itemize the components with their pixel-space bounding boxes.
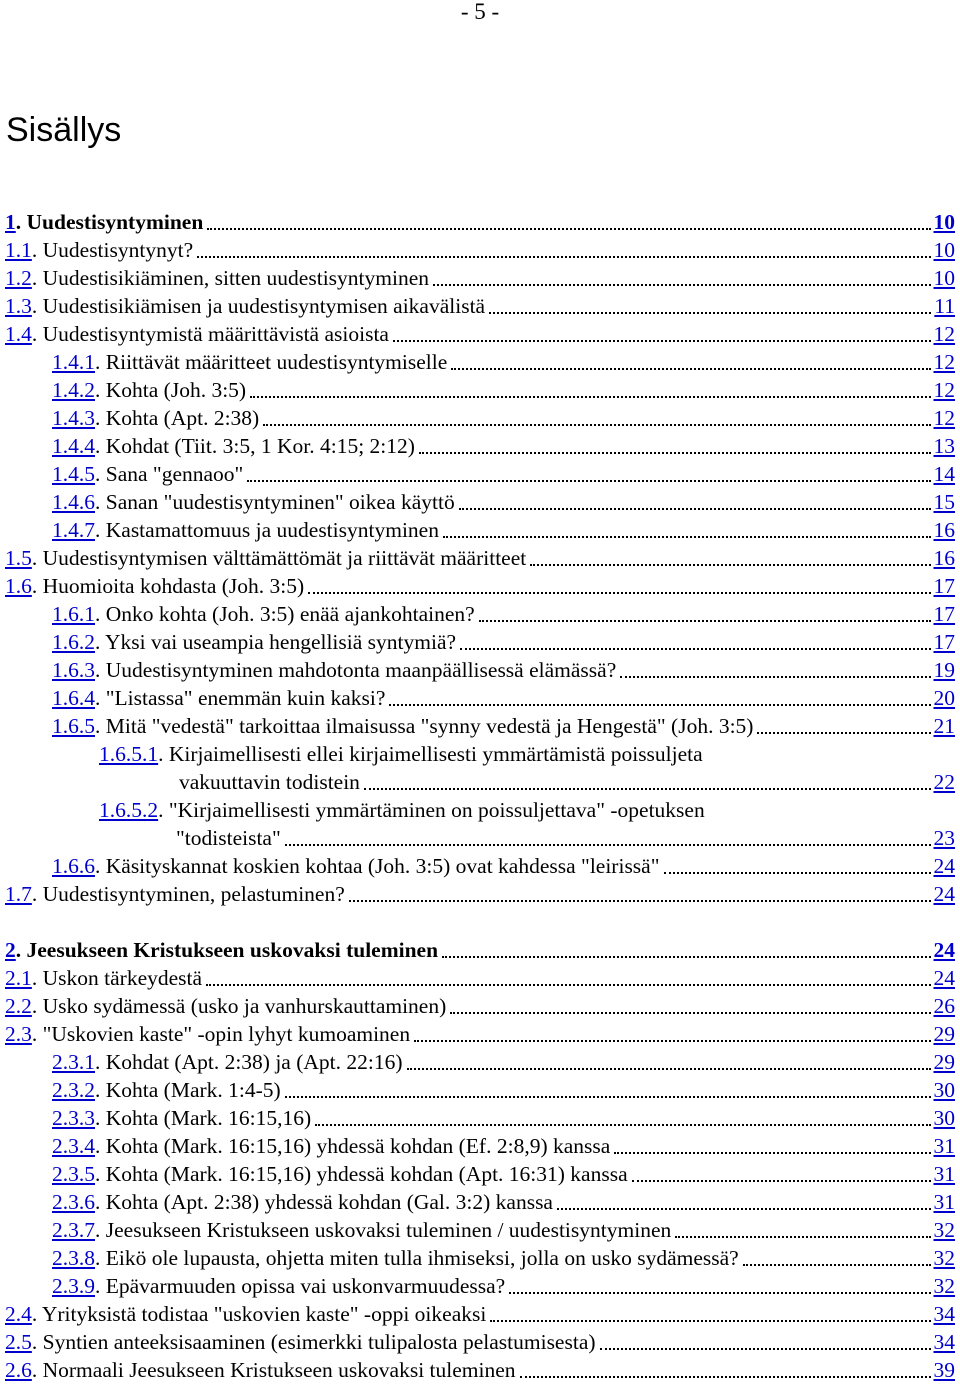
page-ref-link[interactable]: 12 [933, 378, 955, 402]
page-ref-link[interactable]: 10 [933, 210, 955, 234]
toc-number-link[interactable]: 2.6 [5, 1358, 32, 1382]
toc-entry-1-4-3[interactable]: 1.4.3. Kohta (Apt. 2:38) 12 [52, 406, 955, 430]
toc-number-link[interactable]: 1 [5, 210, 16, 234]
toc-number-link[interactable]: 1.6.2 [52, 630, 95, 654]
dot-leader [620, 675, 930, 678]
dot-leader [285, 1095, 931, 1098]
toc-entry-1-7[interactable]: 1.7. Uudestisyntyminen, pelastuminen? 24 [5, 882, 955, 906]
page-ref-link[interactable]: 13 [933, 434, 955, 458]
toc-entry-1-6-3[interactable]: 1.6.3. Uudestisyntyminen mahdotonta maanpäällisessä elämässä? 19 [52, 658, 955, 682]
dot-leader [247, 479, 930, 482]
page-ref-link[interactable]: 10 [933, 266, 955, 290]
page-number: - 5 - [460, 0, 500, 24]
toc-number-link[interactable]: 1.6.5.2 [99, 798, 159, 822]
toc-entry-text: Kohta (Mark. 1:4-5) [105, 1078, 281, 1102]
toc-entry-1-6-5-2[interactable]: 1.6.5.2. "Kirjaimellisesti ymmärtäminen on poissuljettava" -opetuksen [99, 798, 705, 822]
page-ref-link[interactable]: 30 [933, 1106, 955, 1130]
toc-entry-text: Usko sydämessä (usko ja vanhurskauttaminen) [42, 994, 447, 1018]
dot-leader [520, 1375, 931, 1378]
toc-entry-text: Eikö ole lupausta, ohjetta miten tulla ihmiseksi, jolla on usko sydämessä? [105, 1246, 739, 1270]
dot-leader [407, 1067, 931, 1070]
toc-entry-text: Normaali Jeesukseen Kristukseen uskovaksi tuleminen [42, 1358, 516, 1382]
toc-entry-2-3-7[interactable]: 2.3.7. Jeesukseen Kristukseen uskovaksi tuleminen / uudestisyntyminen 32 [52, 1218, 955, 1242]
toc-entry-2-5[interactable]: 2.5. Syntien anteeksisaaminen (esimerkki tulipalosta pelastumisesta) 34 [5, 1330, 955, 1354]
toc-number-link[interactable]: 2 [5, 938, 16, 962]
toc-entry-text: Sanan "uudestisyntyminen" oikea käyttö [105, 490, 455, 514]
dot-leader [433, 283, 931, 286]
toc-entry-text: Kohta (Mark. 16:15,16) yhdessä kohdan (Apt. 16:31) kanssa [105, 1162, 628, 1186]
toc-entry-text: Uskon tärkeydestä [42, 966, 203, 990]
dot-leader [600, 1347, 931, 1350]
dot-leader [364, 787, 931, 790]
page-ref-link[interactable]: 24 [933, 882, 955, 906]
toc-entry-2-1[interactable]: 2.1. Uskon tärkeydestä 24 [5, 966, 955, 990]
toc-number-link[interactable]: 2.3.8 [52, 1246, 95, 1270]
toc-number-link[interactable]: 2.3.4 [52, 1134, 95, 1158]
page-ref-link[interactable]: 24 [933, 966, 955, 990]
toc-entry-2-3[interactable]: 2.3. "Uskovien kaste" -opin lyhyt kumoaminen 29 [5, 1022, 955, 1046]
dot-leader [197, 255, 930, 258]
dot-leader [451, 367, 930, 370]
toc-number-link[interactable]: 2.5 [5, 1330, 32, 1354]
page-ref-link[interactable]: 26 [933, 994, 955, 1018]
dot-leader [459, 507, 931, 510]
page-ref-link[interactable]: 24 [933, 854, 955, 878]
toc-number-link[interactable]: 2.2 [5, 994, 32, 1018]
toc-entry-2-3-9[interactable]: 2.3.9. Epävarmuuden opissa vai uskonvarmuudessa? 32 [52, 1274, 955, 1298]
toc-entry-1-5[interactable]: 1.5. Uudestisyntymisen välttämättömät ja riittävät määritteet 16 [5, 546, 955, 570]
page-ref-link[interactable]: 20 [933, 686, 955, 710]
page-ref-link[interactable]: 16 [933, 518, 955, 542]
toc-number-link[interactable]: 1.5 [5, 546, 32, 570]
toc-entry-1-4-5[interactable]: 1.4.5. Sana "gennaoo" 14 [52, 462, 955, 486]
toc-number-link[interactable]: 2.3.9 [52, 1274, 95, 1298]
toc-entry-1-6-5-1[interactable]: 1.6.5.1. Kirjaimellisesti ellei kirjaimellisesti ymmärtämistä poissuljeta [99, 742, 703, 766]
toc-entry-2-3-2[interactable]: 2.3.2. Kohta (Mark. 1:4-5) 30 [52, 1078, 955, 1102]
dot-leader [393, 339, 931, 342]
page-ref-link[interactable]: 17 [933, 602, 955, 626]
page-ref-link[interactable]: 29 [933, 1050, 955, 1074]
toc-entry-1-4-4[interactable]: 1.4.4. Kohdat (Tiit. 3:5, 1 Kor. 4:15; 2:12) 13 [52, 434, 955, 458]
page-ref-link[interactable]: 31 [933, 1134, 955, 1158]
toc-entry-text: Kohta (Mark. 16:15,16) yhdessä kohdan (Ef. 2:8,9) kanssa [105, 1134, 611, 1158]
toc-number-link[interactable]: 1.6.6 [52, 854, 95, 878]
page-ref-link[interactable]: 16 [933, 546, 955, 570]
dot-leader [250, 395, 930, 398]
toc-entry-text: "Listassa" enemmän kuin kaksi? [105, 686, 386, 710]
toc-number-link[interactable]: 1.4.7 [52, 518, 95, 542]
dot-leader [743, 1263, 931, 1266]
toc-entry-text: Uudestisyntyminen [26, 210, 204, 234]
toc-number-link[interactable]: 1.4.2 [52, 378, 95, 402]
toc-entry-text: Uudestisyntyminen mahdotonta maanpäällisessä elämässä? [105, 658, 617, 682]
toc-number-link[interactable]: 2.1 [5, 966, 32, 990]
toc-entry-2-3-8[interactable]: 2.3.8. Eikö ole lupausta, ohjetta miten tulla ihmiseksi, jolla on usko sydämessä? 32 [52, 1246, 955, 1270]
toc-number-link[interactable]: 1.3 [5, 294, 32, 318]
page-ref-link[interactable]: 39 [933, 1358, 955, 1382]
toc-number-link[interactable]: 1.4.6 [52, 490, 95, 514]
toc-number-link[interactable]: 2.3.7 [52, 1218, 95, 1242]
toc-entry-1-2[interactable]: 1.2. Uudestisikiäminen, sitten uudestisyntyminen 10 [5, 266, 955, 290]
toc-entry-1-6-4[interactable]: 1.6.4. "Listassa" enemmän kuin kaksi? 20 [52, 686, 955, 710]
page-ref-link[interactable]: 32 [933, 1218, 955, 1242]
toc-entry-text: Uudestisyntymisen välttämättömät ja riittävät määritteet [42, 546, 527, 570]
toc-number-link[interactable]: 1.6.4 [52, 686, 95, 710]
toc-entry-text: Kohdat (Apt. 2:38) ja (Apt. 22:16) [105, 1050, 403, 1074]
toc-entry-2-3-3[interactable]: 2.3.3. Kohta (Mark. 16:15,16) 30 [52, 1106, 955, 1130]
toc-entry-text-cont: "todisteista" [176, 826, 281, 850]
toc-entry-text: Uudestisyntymistä määrittävistä asioista [42, 322, 389, 346]
toc-number-link[interactable]: 2.3.6 [52, 1190, 95, 1214]
toc-entry-text: Yksi vai useampia hengellisiä syntymiä? [104, 630, 457, 654]
toc-number-link[interactable]: 1.4.5 [52, 462, 95, 486]
toc-entry-text: Uudestisyntyminen, pelastuminen? [42, 882, 345, 906]
toc-entry-text: Kohta (Mark. 16:15,16) [105, 1106, 312, 1130]
toc-entry-1-6-1[interactable]: 1.6.1. Onko kohta (Joh. 3:5) enää ajankohtainen? 17 [52, 602, 955, 626]
toc-number-link[interactable]: 1.4.4 [52, 434, 95, 458]
dot-leader [414, 1039, 930, 1042]
toc-number-link[interactable]: 1.6.5.1 [99, 742, 159, 766]
toc-number-link[interactable]: 1.2 [5, 266, 32, 290]
page-ref-link[interactable]: 19 [933, 658, 955, 682]
dot-leader [489, 311, 931, 314]
toc-entry-text: Kohta (Joh. 3:5) [105, 378, 247, 402]
dot-leader [460, 647, 930, 650]
page-ref-link[interactable]: 34 [933, 1330, 955, 1354]
page-ref-link[interactable]: 12 [933, 350, 955, 374]
toc-entry-text: Uudestisikiäminen, sitten uudestisyntyminen [42, 266, 429, 290]
toc-entry-text: Sana "gennaoo" [105, 462, 244, 486]
toc-entry-1-6-2[interactable]: 1.6.2. Yksi vai useampia hengellisiä syntymiä? 17 [52, 630, 955, 654]
toc-entry-2-2[interactable]: 2.2. Usko sydämessä (usko ja vanhurskauttaminen) 26 [5, 994, 955, 1018]
toc-entry-2-4[interactable]: 2.4. Yrityksistä todistaa "uskovien kaste" -oppi oikeaksi 34 [5, 1302, 955, 1326]
toc-entry-1-6-5[interactable]: 1.6.5. Mitä "vedestä" tarkoittaa ilmaisussa "synny vedestä ja Hengestä" (Joh. 3:5) 21 [52, 714, 955, 738]
toc-number-link[interactable]: 2.3.1 [52, 1050, 95, 1074]
dot-leader [632, 1179, 931, 1182]
toc-entry-text: Riittävät määritteet uudestisyntymiselle [105, 350, 448, 374]
dot-leader [557, 1207, 931, 1210]
toc-number-link[interactable]: 1.4.3 [52, 406, 95, 430]
toc-number-link[interactable]: 2.4 [5, 1302, 32, 1326]
page-ref-link[interactable]: 15 [933, 490, 955, 514]
page-ref-link[interactable]: 12 [933, 322, 955, 346]
page-ref-link[interactable]: 23 [933, 826, 955, 850]
toc-number-link[interactable]: 2.3.2 [52, 1078, 95, 1102]
page-title: Sisällys [6, 111, 122, 149]
toc-entry-2-3-5[interactable]: 2.3.5. Kohta (Mark. 16:15,16) yhdessä kohdan (Apt. 16:31) kanssa 31 [52, 1162, 955, 1186]
page-ref-link[interactable]: 17 [933, 574, 955, 598]
dot-leader [479, 619, 931, 622]
toc-entry-text: Mitä "vedestä" tarkoittaa ilmaisussa "synny vedestä ja Hengestä" (Joh. 3:5) [105, 714, 754, 738]
dot-leader [206, 983, 930, 986]
dot-leader [419, 451, 931, 454]
dot-leader [490, 1319, 930, 1322]
page-ref-link[interactable]: 12 [933, 406, 955, 430]
toc-number-link[interactable]: 1.4 [5, 322, 32, 346]
toc-number-link[interactable]: 2.3.5 [52, 1162, 95, 1186]
toc-entry-text: Uudestisikiämisen ja uudestisyntymisen aikavälistä [42, 294, 486, 318]
dot-leader [349, 899, 931, 902]
toc-entry-text: Kohta (Apt. 2:38) [105, 406, 260, 430]
toc-number-link[interactable]: 1.6.1 [52, 602, 95, 626]
toc-entry-1-6-5-2-cont[interactable] [5, 824, 955, 852]
page-ref-link[interactable]: 32 [933, 1274, 955, 1298]
dot-leader [757, 731, 930, 734]
page-ref-link[interactable]: 24 [933, 938, 955, 962]
toc-number-link[interactable]: 1.4.1 [52, 350, 95, 374]
toc-number-link[interactable]: 1.1 [5, 238, 32, 262]
toc-entry-text: Jeesukseen Kristukseen uskovaksi tuleminen / uudestisyntyminen [105, 1218, 672, 1242]
page-ref-link[interactable]: 31 [933, 1190, 955, 1214]
toc-number-link[interactable]: 1.6.5 [52, 714, 95, 738]
toc-entry-1-4-7[interactable]: 1.4.7. Kastamattomuus ja uudestisyntyminen 16 [52, 518, 955, 542]
toc-entry-text: Käsityskannat koskien kohtaa (Joh. 3:5) ovat kahdessa "leirissä" [105, 854, 660, 878]
toc-entry-text: Huomioita kohdasta (Joh. 3:5) [42, 574, 305, 598]
dot-leader [389, 703, 930, 706]
toc-entry-2-6[interactable]: 2.6. Normaali Jeesukseen Kristukseen uskovaksi tuleminen 39 [5, 1358, 955, 1382]
dot-leader [443, 535, 931, 538]
page-ref-link[interactable]: 10 [933, 238, 955, 262]
page-ref-link[interactable]: 11 [934, 294, 955, 318]
toc-entry-2-3-4[interactable]: 2.3.4. Kohta (Mark. 16:15,16) yhdessä kohdan (Ef. 2:8,9) kanssa 31 [52, 1134, 955, 1158]
toc-entry-1-4[interactable]: 1.4. Uudestisyntymistä määrittävistä asioista 12 [5, 322, 955, 346]
toc-entry-1-4-6[interactable]: 1.4.6. Sanan "uudestisyntyminen" oikea käyttö 15 [52, 490, 955, 514]
toc-entry-text: Jeesukseen Kristukseen uskovaksi tuleminen [26, 938, 439, 962]
toc-number-link[interactable]: 1.6.3 [52, 658, 95, 682]
dot-leader [530, 563, 930, 566]
toc-entry-text: "Kirjaimellisesti ymmärtäminen on poissuljettava" -opetuksen [168, 798, 705, 822]
toc-entry-2-3-6[interactable]: 2.3.6. Kohta (Apt. 2:38) yhdessä kohdan (Gal. 3:2) kanssa 31 [52, 1190, 955, 1214]
toc-number-link[interactable]: 2.3 [5, 1022, 32, 1046]
toc-entry-1-4-2[interactable]: 1.4.2. Kohta (Joh. 3:5) 12 [52, 378, 955, 402]
dot-leader [614, 1151, 930, 1154]
toc-entry-text: Onko kohta (Joh. 3:5) enää ajankohtainen? [105, 602, 475, 626]
toc-entry-1-6-6[interactable]: 1.6.6. Käsityskannat koskien kohtaa (Joh. 3:5) ovat kahdessa "leirissä" 24 [52, 854, 955, 878]
toc-number-link[interactable]: 1.6 [5, 574, 32, 598]
page-ref-link[interactable]: 17 [933, 630, 955, 654]
toc-entry-text: Yrityksistä todistaa "uskovien kaste" -oppi oikeaksi [41, 1302, 487, 1326]
page-ref-link[interactable]: 31 [933, 1162, 955, 1186]
page-ref-link[interactable]: 14 [933, 462, 955, 486]
toc-entry-text: Epävarmuuden opissa vai uskonvarmuudessa? [105, 1274, 506, 1298]
dot-leader [285, 843, 931, 846]
page-ref-link[interactable]: 29 [933, 1022, 955, 1046]
table-of-contents [5, 208, 955, 1384]
dot-leader [675, 1235, 930, 1238]
toc-entry-text: "Uskovien kaste" -opin lyhyt kumoaminen [42, 1022, 411, 1046]
toc-entry-1-3[interactable]: 1.3. Uudestisikiämisen ja uudestisyntymisen aikavälistä 11 [5, 294, 955, 318]
toc-entry-1-6-5-1-cont[interactable] [5, 768, 955, 796]
dot-leader [263, 423, 930, 426]
toc-entry-text-cont: vakuuttavin todistein [179, 770, 360, 794]
dot-leader [315, 1123, 930, 1126]
page-ref-link[interactable]: 34 [933, 1302, 955, 1326]
toc-entry-text: Kirjaimellisesti ellei kirjaimellisesti ymmärtämistä poissuljeta [168, 742, 703, 766]
dot-leader [308, 591, 930, 594]
dot-leader [450, 1011, 930, 1014]
page-ref-link[interactable]: 32 [933, 1246, 955, 1270]
toc-entry-text: Kohdat (Tiit. 3:5, 1 Kor. 4:15; 2:12) [105, 434, 415, 458]
toc-entry-2[interactable]: 2. Jeesukseen Kristukseen uskovaksi tuleminen 24 [5, 938, 955, 962]
toc-entry-1-4-1[interactable]: 1.4.1. Riittävät määritteet uudestisyntymiselle 12 [52, 350, 955, 374]
toc-entry-text: Syntien anteeksisaaminen (esimerkki tulipalosta pelastumisesta) [42, 1330, 596, 1354]
toc-entry-1-1[interactable]: 1.1. Uudestisyntynyt? 10 [5, 238, 955, 262]
toc-entry-text: Uudestisyntynyt? [42, 238, 194, 262]
page-ref-link[interactable]: 21 [933, 714, 955, 738]
toc-number-link[interactable]: 2.3.3 [52, 1106, 95, 1130]
toc-entry-1-6[interactable]: 1.6. Huomioita kohdasta (Joh. 3:5) 17 [5, 574, 955, 598]
dot-leader [664, 871, 931, 874]
toc-entry-1[interactable]: 1. Uudestisyntyminen 10 [5, 210, 955, 234]
toc-entry-2-3-1[interactable]: 2.3.1. Kohdat (Apt. 2:38) ja (Apt. 22:16) 29 [52, 1050, 955, 1074]
dot-leader [509, 1291, 930, 1294]
dot-leader [442, 955, 930, 958]
chapter-spacer [5, 908, 955, 936]
page-ref-link[interactable]: 30 [933, 1078, 955, 1102]
page-ref-link[interactable]: 22 [933, 770, 955, 794]
toc-entry-text: Kohta (Apt. 2:38) yhdessä kohdan (Gal. 3:2) kanssa [105, 1190, 553, 1214]
toc-number-link[interactable]: 1.7 [5, 882, 32, 906]
dot-leader [207, 227, 930, 230]
toc-entry-text: Kastamattomuus ja uudestisyntyminen [105, 518, 439, 542]
